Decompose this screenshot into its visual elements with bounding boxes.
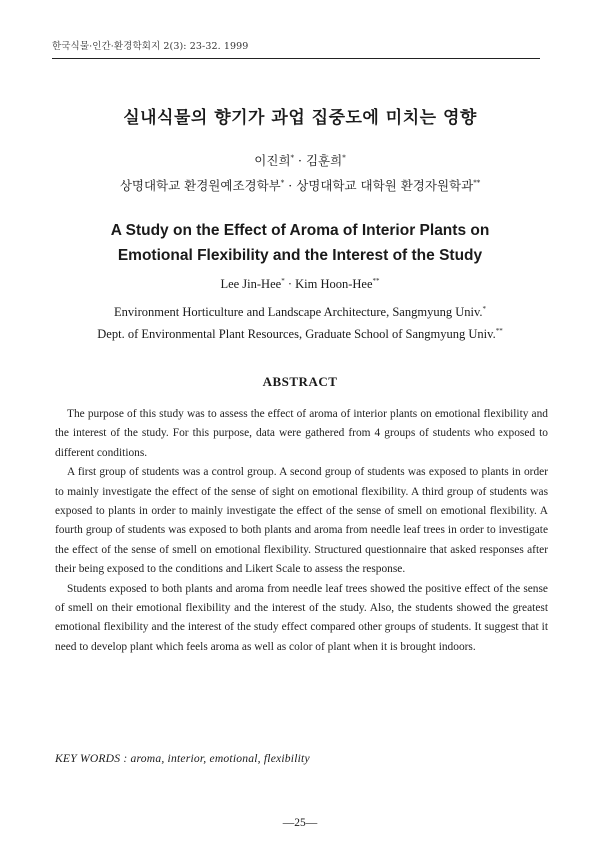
page-number: —25— (282, 817, 318, 829)
affiliation-text: Environment Horticulture and Landscape Architecture, Sangmyung Univ. (113, 305, 483, 320)
journal-header: 한국식물·인간·환경학회지 2(3): 23-32. 1999 (52, 41, 249, 52)
affiliation-line (0, 300, 600, 322)
english-affiliations (0, 300, 600, 344)
affiliation-mark: ** (473, 178, 481, 187)
english-title-line: A Study on the Effect of Aroma of Interior Plants on (110, 222, 490, 239)
affiliation-text: Dept. of Environmental Plant Resources, Graduate School of Sangmyung Univ. (97, 327, 496, 342)
keywords: KEY WORDS : aroma, interior, emotional, flexibility (55, 752, 310, 765)
affiliation-mark: * (281, 277, 285, 285)
affiliation-text: 상명대학교 환경원예조경학부 (119, 178, 281, 193)
header-rule (52, 58, 540, 59)
author-name: Lee Jin-Hee (220, 277, 282, 292)
author-name: 이진희 (254, 153, 291, 168)
abstract-paragraph: A first group of students was a control group. A second group of students was exposed to plants in order to mainly investigate the effect of the sense of sight on emotional flexibility. A third group of students was exposed to plants in order to mainly investigate the effect of the sense of smell on emotional flexibility. A fourth group of students was exposed to both plants and aroma from needle leaf trees in order to investigate the effect of the sense of smell on emotional flexibility. Structured questionnaire that asked responses after their being exposed to the conditions and Likert Scale to assess the response. (55, 466, 548, 576)
korean-authors (0, 151, 600, 169)
author-name: Kim Hoon-Hee (295, 277, 373, 292)
affiliation-mark: ** (372, 277, 380, 285)
abstract-paragraph: The purpose of this study was to assess the effect of aroma of interior plants on emotional flexibility and the interest of the study. For this purpose, data were gathered from 4 groups of students who exposed to different conditions. (55, 408, 548, 459)
english-title (0, 218, 600, 268)
author-name: 김훈희 (305, 153, 343, 168)
affiliation-separator: · (284, 178, 297, 193)
abstract-heading: ABSTRACT (262, 374, 338, 389)
affiliation-mark: ** (495, 327, 503, 336)
affiliation-line (0, 322, 600, 344)
affiliation-text: 상명대학교 대학원 환경자원학과 (296, 178, 474, 193)
affiliation-mark: * (342, 153, 346, 162)
korean-title: 실내식물의 향기가 과업 집중도에 미치는 영향 (123, 108, 477, 128)
author-separator: · (284, 277, 296, 292)
author-separator: · (294, 153, 306, 168)
abstract-paragraph: Students exposed to both plants and aroma from needle leaf trees showed the positive effect of the sense of smell on their emotional flexibility and the interest of the study. Also, the students showed the greatest emotional flexibility and the interest of the study effect compared other groups of students. It suggest that it need to develop plant which feels aroma as well as color of plant when it is brought indoors. (55, 582, 548, 653)
korean-affiliations (0, 176, 600, 194)
english-authors (0, 277, 600, 292)
affiliation-mark: * (280, 178, 285, 187)
abstract-body (55, 405, 548, 657)
affiliation-mark: * (482, 305, 487, 313)
affiliation-mark: * (290, 153, 295, 162)
english-title-line: Emotional Flexibility and the Interest of the Study (117, 247, 483, 264)
